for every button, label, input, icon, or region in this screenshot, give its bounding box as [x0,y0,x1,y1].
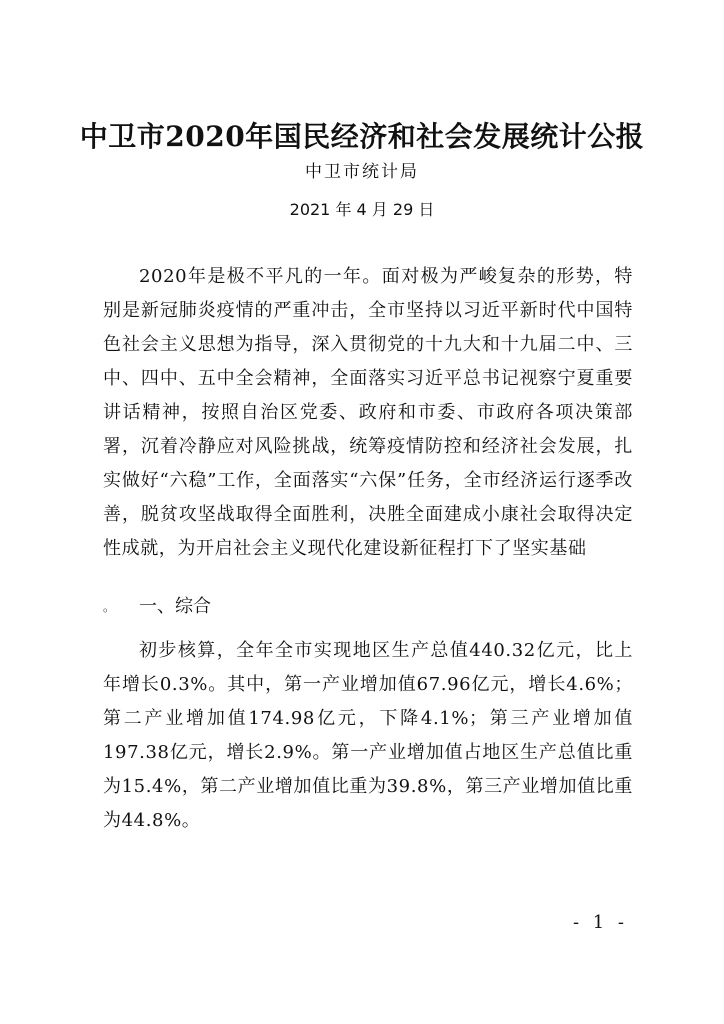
publication-date: 2021 年 4 月 29 日 [289,200,435,219]
stray-period-mark: 。 [103,600,116,614]
issuing-agency: 中卫市统计局 [305,162,419,182]
document-title: 中卫市2020年国民经济和社会发展统计公报 [79,120,645,153]
intro-paragraph: 2020年是极不平凡的一年。面对极为严峻复杂的形势，特别是新冠肺炎疫情的严重冲击，全市坚持以习近平新时代中国特色社会主义思想为指导，深入贯彻党的十九大和十九届二中、三中、四中、五中全会精神，全面落实习近平总书记视察宁夏重要讲话精神，按照自治区党委、政府和市委、市政府各项决策部署，沉着冷静应对风险挑战，统筹疫情防控和经济社会发展，扎实做好“六稳”工作，全面落实“六保”任务，全市经济运行逐季改善，脱贫攻坚战取得全面胜利，决胜全面建成小康社会取得决定性成就，为开启社会主义现代化建设新征程打下了坚实基础 [103,266,633,559]
section-heading-comprehensive: 一、综合 [139,596,211,617]
page-number: - 1 - [572,912,628,933]
section-heading-row [103,592,633,622]
section-paragraph-comprehensive: 初步核算，全年全市实现地区生产总值440.32亿元，比上年增长0.3%。其中，第一产业增加值67.96亿元，增长4.6%；第二产业增加值174.98亿元，下降4.1%；第三产业增加值197.38亿元，增长2.9%。第一产业增加值占地区生产总值比重为15.4%，第二产业增加值比重为39.8%，第三产业增加值比重为44.8%。 [103,640,633,831]
